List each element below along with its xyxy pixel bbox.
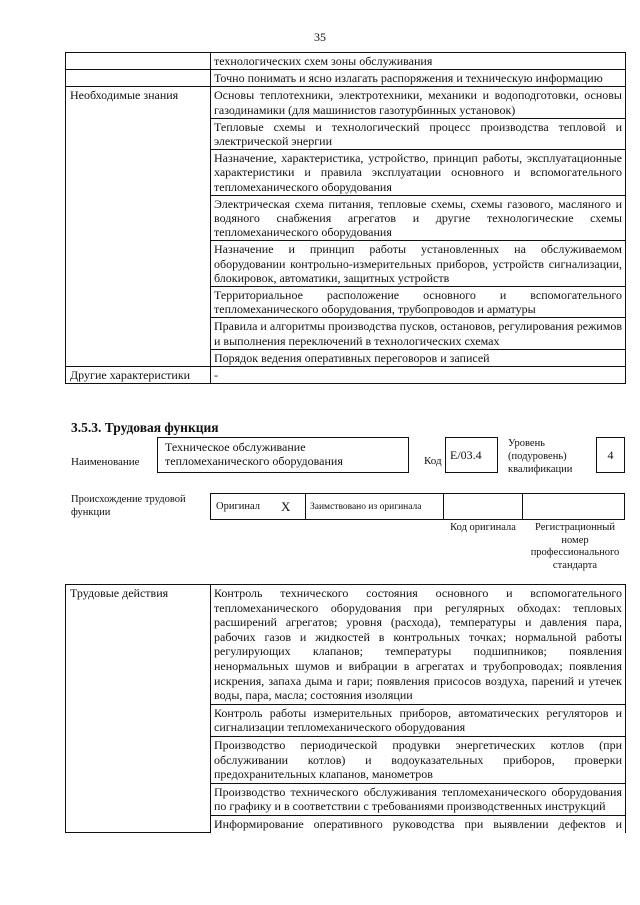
level-value-box: 4 (596, 437, 625, 473)
table-row (66, 585, 626, 705)
skill-cell: технологических схем зоны обслуживания (211, 53, 626, 70)
action-cell: Контроль работы измерительных приборов, автоматических регуляторов и сигнализации тепломеханического оборудования (211, 704, 626, 736)
action-cell: Контроль технического состояния основного и вспомогательного тепломеханического оборудования при регулярных обходах: тепловых расширений агрегатов; уровня (расхода), температуры и давления пара, рабочих газов и жидкостей в контрольных точках; нормальной работы регулирующих клапанов; температуры подшипников; появления ненормальных шумов и вибрации в агрегатах и трубопроводах; появления искрения, запаха дыма и гари; появления присосов воздуха, парений и утечек воды, пара, масла; состояния изоляции (211, 585, 626, 705)
action-cell: Производство периодической продувки энергетических котлов (при обслуживании котлов) и водоуказательных приборов, проверки предохранительных клапанов, манометров (211, 736, 626, 783)
borrowed-label: Заимствовано из оригинала (310, 502, 422, 512)
code-label: Код (424, 455, 442, 467)
page-number: 35 (314, 30, 326, 44)
knowledge-cell: Порядок ведения оперативных переговоров и записей (211, 349, 626, 366)
code-original-box (443, 493, 523, 520)
original-mark: X (281, 499, 291, 514)
name-label: Наименование (71, 456, 140, 468)
code-value-box: E/03.4 (445, 437, 498, 473)
table-row (66, 367, 626, 384)
other-characteristics-label: Другие характеристики (66, 367, 211, 384)
knowledge-cell: Назначение и принцип работы установленных на обслуживаемом оборудовании контрольно-измерительных приборов, устройств сигнализации, блокировок, автоматики, защитных устройств (211, 241, 626, 287)
other-characteristics-value: - (211, 367, 626, 384)
function-name-box: Техническое обслуживание тепломеханического оборудования (157, 437, 409, 473)
code-original-label: Код оригинала (450, 522, 516, 533)
original-label: Оригинал (216, 501, 260, 512)
action-cell: Производство технического обслуживания тепломеханического оборудования по графику и в соответствии с требованиями производственных инструкций (211, 783, 626, 815)
actions-table (65, 584, 626, 833)
action-cell: Информирование оперативного руководства при выявлении дефектов и (211, 815, 626, 832)
reg-number-label: Регистрационный номер профессионального стандарта (530, 522, 620, 571)
section-heading: 3.5.3. Трудовая функция (71, 420, 219, 435)
table-row (66, 53, 626, 70)
skill-cell: Точно понимать и ясно излагать распоряжения и техническую информацию (211, 70, 626, 87)
reg-number-box (522, 493, 625, 520)
origin-label: Происхождение трудовой функции (71, 494, 186, 518)
knowledge-cell: Территориальное расположение основного и вспомогательного тепломеханического оборудования, трубопроводов и арматуры (211, 287, 626, 318)
knowledge-cell: Тепловые схемы и технологический процесс производства тепловой и электрической энергии (211, 118, 626, 149)
level-label: Уровень (подуровень) квалификации (508, 438, 573, 475)
table-row (66, 70, 626, 87)
actions-label: Трудовые действия (66, 585, 211, 833)
knowledge-cell: Электрическая схема питания, тепловые схемы, схемы газового, масляного и водяного снабжения агрегатов и другие технологические схемы тепломеханического оборудования (211, 195, 626, 241)
knowledge-cell: Правила и алгоритмы производства пусков, остановов, регулирования режимов и выполнения переключений в технологических схемах (211, 318, 626, 349)
knowledge-table (65, 52, 626, 384)
knowledge-cell: Назначение, характеристика, устройство, принцип работы, эксплуатационные характеристики и правила эксплуатации основного и вспомогательного тепломеханического оборудования (211, 150, 626, 196)
knowledge-label: Необходимые знания (66, 87, 211, 367)
knowledge-cell: Основы теплотехники, электротехники, механики и водоподготовки, основы газодинамики (для машинистов газотурбинных установок) (211, 87, 626, 118)
table-row (66, 87, 626, 118)
